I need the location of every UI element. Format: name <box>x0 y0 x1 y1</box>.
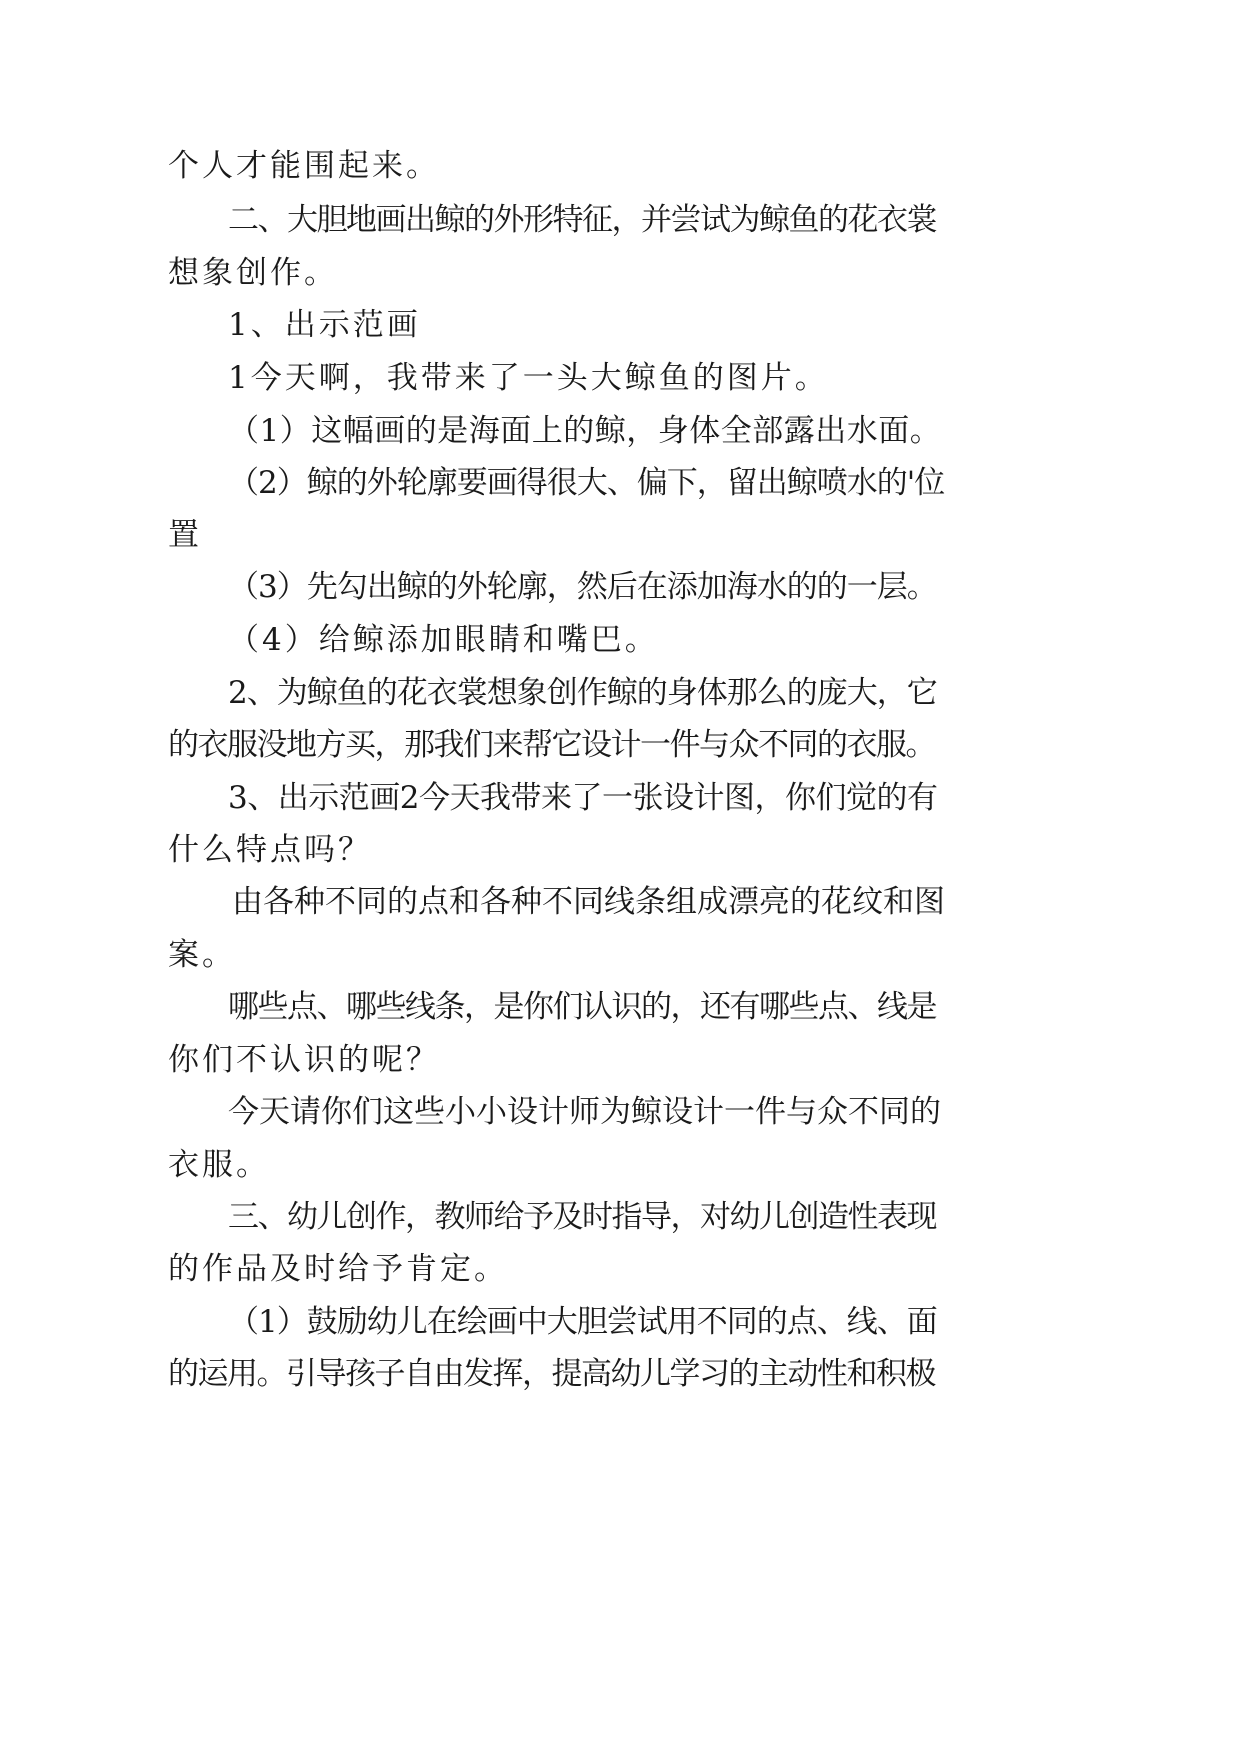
text-line: 衣服。 <box>168 1147 270 1183</box>
text-line: 个人才能围起来。 <box>168 148 440 184</box>
text-line: 想象创作。 <box>168 255 338 291</box>
text-line: 哪些点、哪些线条，是你们认识的，还有哪些点、线是 <box>228 989 936 1025</box>
text-line: （3）先勾出鲸的外轮廓，然后在添加海水的的一层。 <box>228 569 937 605</box>
text-line: （1）这幅画的是海面上的鲸，身体全部露出水面。 <box>228 413 942 449</box>
text-line: 1、出示范画 <box>228 307 421 343</box>
text-line: （2）鲸的外轮廓要画得很大、偏下，留出鲸喷水的'位 <box>228 465 945 501</box>
text-line: （4）给鲸添加眼睛和嘴巴。 <box>228 622 659 658</box>
text-line: 的运用。引导孩子自由发挥，提高幼儿学习的主动性和积极 <box>168 1356 935 1392</box>
text-line: 的作品及时给予肯定。 <box>168 1251 508 1287</box>
text-line: 案。 <box>168 937 236 973</box>
text-line: 你们不认识的呢？ <box>168 1042 440 1078</box>
text-line: 3、出示范画2今天我带来了一张设计图，你们觉的有 <box>228 780 938 816</box>
text-line: 2、为鲸鱼的花衣裳想象创作鲸的身体那么的庞大，它 <box>228 675 937 711</box>
text-line: 的衣服没地方买，那我们来帮它设计一件与众不同的衣服。 <box>168 727 935 763</box>
text-line: 1今天啊，我带来了一头大鲸鱼的图片。 <box>228 360 829 396</box>
text-line: 三、幼儿创作，教师给予及时指导，对幼儿创造性表现 <box>228 1199 936 1235</box>
text-line: 二、大胆地画出鲸的外形特征，并尝试为鲸鱼的花衣裳 <box>228 202 936 238</box>
text-line: 置 <box>168 517 202 553</box>
text-line: （1）鼓励幼儿在绘画中大胆尝试用不同的点、线、面 <box>228 1304 937 1340</box>
text-line: 今天请你们这些小小设计师为鲸设计一件与众不同的 <box>228 1094 941 1130</box>
text-line: 由各种不同的点和各种不同线条组成漂亮的花纹和图 <box>232 884 945 920</box>
text-line: 什么特点吗？ <box>168 832 372 868</box>
